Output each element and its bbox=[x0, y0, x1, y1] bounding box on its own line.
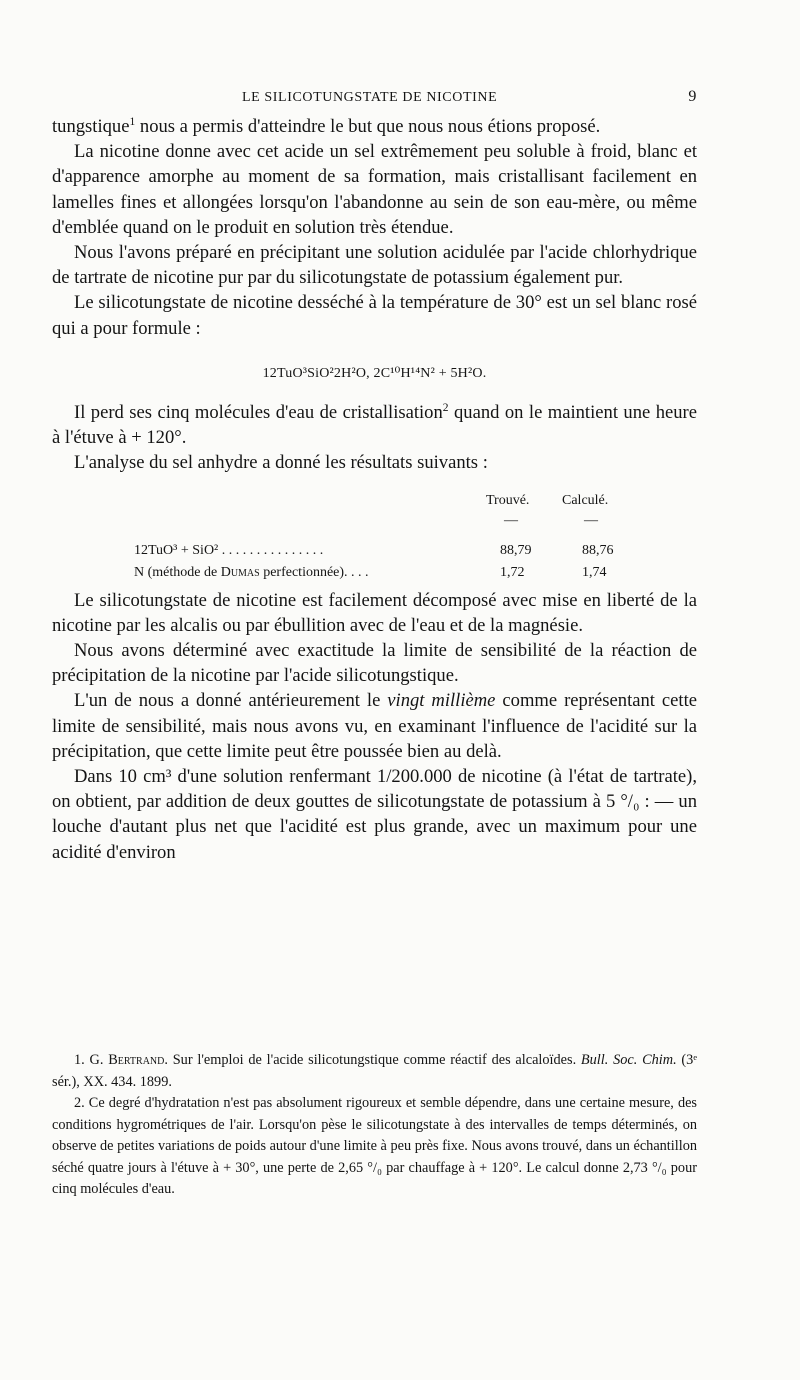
row-label: 12TuO³ + SiO² . . . . . . . . . . . . . . . bbox=[134, 542, 324, 558]
footnote-ref-2: 2 bbox=[442, 401, 449, 414]
p1-text-a: tungstique bbox=[52, 116, 130, 137]
column-dash-found: — bbox=[504, 512, 518, 528]
paragraph-3: Nous l'avons préparé en précipitant une solution acidulée par l'acide chlorhydrique de tartrate de nicotine pur par du silicotungstate de potassium également pur. bbox=[52, 242, 697, 289]
paragraph-6: L'analyse du sel anhydre a donné les résultats suivants : bbox=[74, 452, 488, 474]
paragraph-1 bbox=[52, 114, 697, 139]
row-label-author: Dumas bbox=[220, 564, 260, 580]
footnote-1-text-b: . Sur l'emploi de l'acide silicotungstique comme réactif des alcaloïdes. bbox=[164, 1052, 581, 1068]
row-found: 1,72 bbox=[500, 564, 525, 580]
page-header bbox=[52, 88, 697, 110]
paragraph-5 bbox=[52, 400, 697, 450]
chemical-formula: 12TuO³SiO²2H²O, 2C¹⁰H¹⁴N² + 5H²O. bbox=[262, 365, 487, 381]
p9-emphasis: vingt millième bbox=[387, 690, 496, 712]
column-dash-calculated: — bbox=[584, 512, 598, 528]
row-label-a: N (méthode de bbox=[134, 564, 221, 580]
column-header-calculated: Calculé. bbox=[562, 492, 609, 508]
body-text bbox=[52, 114, 697, 865]
footnotes bbox=[52, 1050, 697, 1201]
page-number: 9 bbox=[688, 88, 697, 105]
paragraph-8: Nous avons déterminé avec exactitude la limite de sensibilité de la réaction de précipitation de la nicotine par l'acide silicotungstique. bbox=[52, 640, 697, 687]
p5-text-b: quand on le maintient une heure à l'étuve à + 120°. bbox=[52, 402, 697, 449]
row-label-b: perfectionnée). . . . bbox=[259, 564, 369, 580]
results-table bbox=[52, 488, 697, 588]
paragraph-9 bbox=[52, 688, 697, 764]
row-calculated: 88,76 bbox=[582, 542, 614, 558]
footnote-2-text: Ce degré d'hydratation n'est pas absolument rigoureux et semble dépendre, dans une certaine mesure, des conditions hygrométriques de l'air. Lorsqu'on pèse le silicotungstate à des intervalles de temps déterminés, on observe de petites variations de poids autour d'une limite à peu près fixe. Nous avons trouvé, dans un échantillon séché quatre jours à l'étuve à + 30°, une perte de 2,65 °/₀ par chauffage à + 120°. Le calcul donne 2,73 °/₀ pour cinq molécules d'eau. bbox=[52, 1095, 697, 1197]
footnote-2 bbox=[52, 1093, 697, 1201]
row-found: 88,79 bbox=[500, 542, 532, 558]
p1-text-b: nous a permis d'atteindre le but que nous nous étions proposé. bbox=[135, 116, 601, 137]
footnote-1-text-c: (3ᵉ sér.), XX. 434. 1899. bbox=[52, 1052, 697, 1090]
row-calculated: 1,74 bbox=[582, 564, 607, 580]
footnote-1-text-a: G. bbox=[89, 1052, 109, 1068]
p5-text-a: Il perd ses cinq molécules d'eau de cristallisation bbox=[74, 402, 443, 424]
p9-text-a: L'un de nous a donné antérieurement le bbox=[74, 690, 388, 712]
footnote-1 bbox=[52, 1050, 697, 1093]
row-label bbox=[134, 560, 369, 585]
footnote-2-number: 2. bbox=[74, 1095, 85, 1111]
footnote-1-number: 1. bbox=[74, 1052, 85, 1068]
p9-text-b: comme représentant cette limite de sensibilité, mais nous avons vu, en examinant l'influence de l'acidité sur la précipitation, que cette limite peut être poussée bien au delà. bbox=[52, 690, 697, 762]
footnote-1-journal: Bull. Soc. Chim. bbox=[580, 1052, 677, 1068]
paragraph-10: Dans 10 cm³ d'une solution renfermant 1/200.000 de nicotine (à l'état de tartrate), on obtient, par addition de deux gouttes de silicotungstate de potassium à 5 °/₀ : — un louche d'autant plus net que l'acidité est plus grande, avec un maximum pour une acidité d'environ bbox=[52, 766, 697, 863]
footnote-1-author: Bertrand bbox=[108, 1052, 165, 1068]
paragraph-4: Le silicotungstate de nicotine desséché à la température de 30° est un sel blanc rosé qui a pour formule : bbox=[52, 292, 697, 339]
column-header-found: Trouvé. bbox=[486, 492, 530, 508]
paragraph-2: La nicotine donne avec cet acide un sel extrêmement peu soluble à froid, blanc et d'apparence amorphe au moment de sa formation, mais cristallisant facilement en lamelles fines et allongées lorsqu'on l'abandonne au sein de son eau-mère, ou même d'emblée quand on le produit en solution très étendue. bbox=[52, 141, 697, 238]
paragraph-7: Le silicotungstate de nicotine est facilement décomposé avec mise en liberté de la nicotine par les alcalis ou par ébullition avec de l'eau et de la magnésie. bbox=[52, 589, 697, 636]
running-title: LE SILICOTUNGSTATE DE NICOTINE bbox=[242, 90, 498, 105]
footnote-ref-1: 1 bbox=[129, 115, 136, 128]
